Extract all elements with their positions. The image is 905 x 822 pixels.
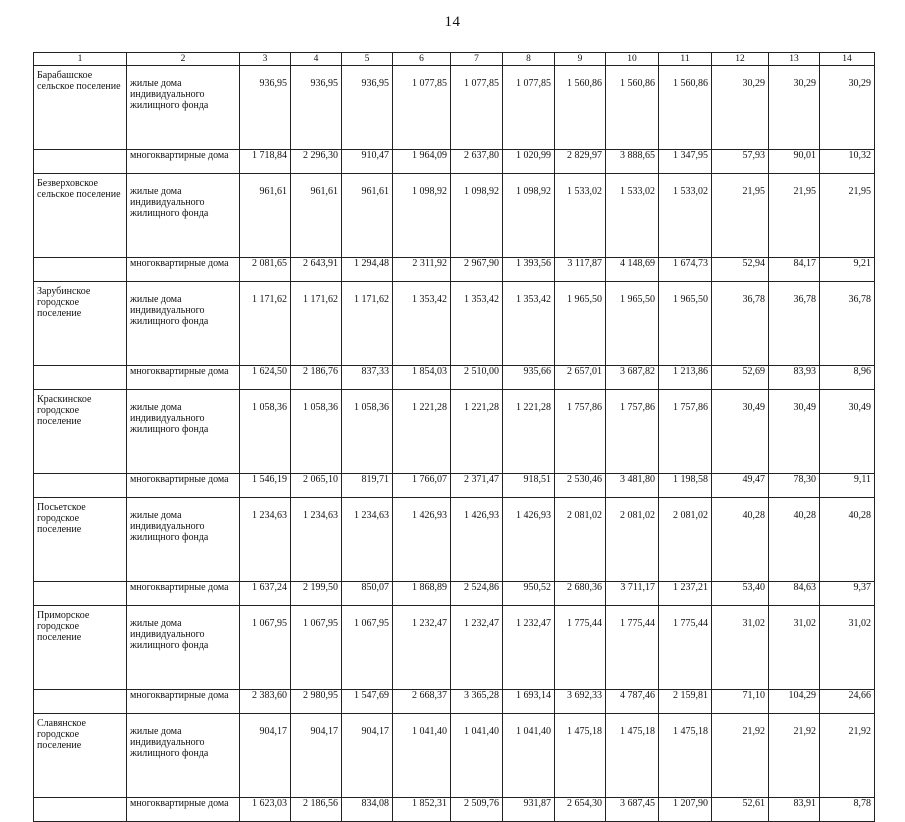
value-cell: 10,32 [820, 150, 875, 174]
value-cell: 9,21 [820, 258, 875, 282]
row-apartment-buildings [34, 690, 875, 714]
value-cell: 1 171,62 [342, 282, 393, 366]
housing-type: многоквартирные дома [127, 582, 240, 606]
value-cell: 1 058,36 [240, 390, 291, 474]
value-cell: 78,30 [769, 474, 820, 498]
settlement-name: Посьетское городское поселение [34, 498, 127, 582]
value-cell: 1 234,63 [240, 498, 291, 582]
value-cell: 4 787,46 [606, 690, 659, 714]
column-number-cell: 11 [659, 53, 712, 66]
row-apartment-buildings [34, 258, 875, 282]
value-cell: 1 234,63 [291, 498, 342, 582]
value-cell: 1 058,36 [291, 390, 342, 474]
value-cell: 104,29 [769, 690, 820, 714]
value-cell: 1 067,95 [342, 606, 393, 690]
value-cell: 1 098,92 [451, 174, 503, 258]
row-apartment-buildings [34, 798, 875, 822]
column-number-cell: 1 [34, 53, 127, 66]
value-cell: 40,28 [769, 498, 820, 582]
value-cell: 961,61 [291, 174, 342, 258]
value-cell: 1 426,93 [503, 498, 555, 582]
row-apartment-buildings [34, 366, 875, 390]
value-cell: 3 687,45 [606, 798, 659, 822]
housing-type: жилые дома индивидуального жилищного фонда [127, 66, 240, 150]
value-cell: 850,07 [342, 582, 393, 606]
value-cell: 2 510,00 [451, 366, 503, 390]
value-cell: 2 980,95 [291, 690, 342, 714]
value-cell: 8,78 [820, 798, 875, 822]
value-cell: 2 371,47 [451, 474, 503, 498]
value-cell: 3 888,65 [606, 150, 659, 174]
settlement-name-continuation [34, 258, 127, 282]
column-number-cell: 12 [712, 53, 769, 66]
value-cell: 2 509,76 [451, 798, 503, 822]
value-cell: 1 854,03 [393, 366, 451, 390]
value-cell: 1 067,95 [240, 606, 291, 690]
value-cell: 936,95 [240, 66, 291, 150]
value-cell: 1 757,86 [606, 390, 659, 474]
value-cell: 36,78 [820, 282, 875, 366]
value-cell: 1 353,42 [503, 282, 555, 366]
value-cell: 1 475,18 [606, 714, 659, 798]
value-cell: 1 067,95 [291, 606, 342, 690]
value-cell: 1 623,03 [240, 798, 291, 822]
column-number-cell: 7 [451, 53, 503, 66]
value-cell: 3 117,87 [555, 258, 606, 282]
value-cell: 57,93 [712, 150, 769, 174]
value-cell: 936,95 [342, 66, 393, 150]
value-cell: 1 232,47 [503, 606, 555, 690]
row-apartment-buildings [34, 150, 875, 174]
value-cell: 40,28 [712, 498, 769, 582]
value-cell: 904,17 [291, 714, 342, 798]
value-cell: 31,02 [769, 606, 820, 690]
value-cell: 9,37 [820, 582, 875, 606]
value-cell: 52,61 [712, 798, 769, 822]
value-cell: 1 171,62 [240, 282, 291, 366]
tariff-table [33, 52, 875, 822]
value-cell: 1 077,85 [393, 66, 451, 150]
value-cell: 1 475,18 [555, 714, 606, 798]
housing-type: многоквартирные дома [127, 474, 240, 498]
value-cell: 1 041,40 [451, 714, 503, 798]
row-individual-housing [34, 498, 875, 582]
value-cell: 931,87 [503, 798, 555, 822]
value-cell: 2 159,81 [659, 690, 712, 714]
value-cell: 21,92 [769, 714, 820, 798]
column-number-cell: 5 [342, 53, 393, 66]
row-individual-housing [34, 282, 875, 366]
value-cell: 918,51 [503, 474, 555, 498]
value-cell: 21,95 [712, 174, 769, 258]
value-cell: 2 199,50 [291, 582, 342, 606]
settlement-name: Зарубинское городское поселение [34, 282, 127, 366]
value-cell: 3 687,82 [606, 366, 659, 390]
value-cell: 1 393,56 [503, 258, 555, 282]
value-cell: 2 186,76 [291, 366, 342, 390]
settlement-name: Приморское городское поселение [34, 606, 127, 690]
settlement-name-continuation [34, 366, 127, 390]
value-cell: 1 221,28 [451, 390, 503, 474]
value-cell: 4 148,69 [606, 258, 659, 282]
settlement-name-continuation [34, 798, 127, 822]
column-number-cell: 8 [503, 53, 555, 66]
value-cell: 1 237,21 [659, 582, 712, 606]
value-cell: 1 077,85 [451, 66, 503, 150]
value-cell: 1 546,19 [240, 474, 291, 498]
value-cell: 2 524,86 [451, 582, 503, 606]
settlement-name-continuation [34, 150, 127, 174]
value-cell: 1 098,92 [393, 174, 451, 258]
column-number-cell: 9 [555, 53, 606, 66]
page-number: 14 [444, 14, 461, 30]
value-cell: 30,29 [769, 66, 820, 150]
value-cell: 819,71 [342, 474, 393, 498]
value-cell: 1 965,50 [606, 282, 659, 366]
value-cell: 1 547,69 [342, 690, 393, 714]
value-cell: 1 674,73 [659, 258, 712, 282]
value-cell: 8,96 [820, 366, 875, 390]
value-cell: 1 020,99 [503, 150, 555, 174]
column-number-cell: 13 [769, 53, 820, 66]
value-cell: 1 213,86 [659, 366, 712, 390]
value-cell: 1 964,09 [393, 150, 451, 174]
value-cell: 21,95 [820, 174, 875, 258]
value-cell: 30,29 [820, 66, 875, 150]
row-apartment-buildings [34, 474, 875, 498]
housing-type: жилые дома индивидуального жилищного фонда [127, 174, 240, 258]
value-cell: 36,78 [712, 282, 769, 366]
value-cell: 3 711,17 [606, 582, 659, 606]
value-cell: 1 766,07 [393, 474, 451, 498]
column-number-row [34, 53, 875, 66]
column-number-cell: 6 [393, 53, 451, 66]
value-cell: 1 171,62 [291, 282, 342, 366]
value-cell: 1 058,36 [342, 390, 393, 474]
value-cell: 2 081,02 [659, 498, 712, 582]
value-cell: 2 657,01 [555, 366, 606, 390]
value-cell: 2 186,56 [291, 798, 342, 822]
value-cell: 1 077,85 [503, 66, 555, 150]
value-cell: 935,66 [503, 366, 555, 390]
column-number-cell: 14 [820, 53, 875, 66]
value-cell: 2 383,60 [240, 690, 291, 714]
value-cell: 1 207,90 [659, 798, 712, 822]
value-cell: 83,91 [769, 798, 820, 822]
value-cell: 2 829,97 [555, 150, 606, 174]
housing-type: жилые дома индивидуального жилищного фонда [127, 714, 240, 798]
value-cell: 1 426,93 [393, 498, 451, 582]
value-cell: 1 353,42 [451, 282, 503, 366]
value-cell: 2 081,02 [606, 498, 659, 582]
value-cell: 52,94 [712, 258, 769, 282]
housing-type: многоквартирные дома [127, 366, 240, 390]
housing-type: жилые дома индивидуального жилищного фонда [127, 606, 240, 690]
value-cell: 1 637,24 [240, 582, 291, 606]
value-cell: 1 624,50 [240, 366, 291, 390]
value-cell: 2 081,02 [555, 498, 606, 582]
row-individual-housing [34, 606, 875, 690]
row-apartment-buildings [34, 582, 875, 606]
value-cell: 1 965,50 [555, 282, 606, 366]
value-cell: 1 868,89 [393, 582, 451, 606]
value-cell: 84,17 [769, 258, 820, 282]
value-cell: 1 560,86 [555, 66, 606, 150]
value-cell: 904,17 [342, 714, 393, 798]
value-cell: 30,49 [820, 390, 875, 474]
settlement-name-continuation [34, 582, 127, 606]
column-number-cell: 10 [606, 53, 659, 66]
value-cell: 837,33 [342, 366, 393, 390]
value-cell: 1 533,02 [555, 174, 606, 258]
value-cell: 1 560,86 [606, 66, 659, 150]
value-cell: 2 081,65 [240, 258, 291, 282]
value-cell: 1 693,14 [503, 690, 555, 714]
value-cell: 2 680,36 [555, 582, 606, 606]
value-cell: 961,61 [240, 174, 291, 258]
value-cell: 9,11 [820, 474, 875, 498]
value-cell: 2 296,30 [291, 150, 342, 174]
value-cell: 21,95 [769, 174, 820, 258]
settlement-name-continuation [34, 690, 127, 714]
value-cell: 904,17 [240, 714, 291, 798]
value-cell: 3 692,33 [555, 690, 606, 714]
value-cell: 1 560,86 [659, 66, 712, 150]
value-cell: 1 234,63 [342, 498, 393, 582]
value-cell: 1 775,44 [606, 606, 659, 690]
value-cell: 1 232,47 [393, 606, 451, 690]
value-cell: 30,49 [769, 390, 820, 474]
value-cell: 21,92 [820, 714, 875, 798]
value-cell: 1 757,86 [555, 390, 606, 474]
value-cell: 1 221,28 [393, 390, 451, 474]
value-cell: 30,29 [712, 66, 769, 150]
value-cell: 3 481,80 [606, 474, 659, 498]
settlement-name: Барабашское сельское поселение [34, 66, 127, 150]
value-cell: 1 294,48 [342, 258, 393, 282]
column-number-cell: 4 [291, 53, 342, 66]
value-cell: 84,63 [769, 582, 820, 606]
value-cell: 834,08 [342, 798, 393, 822]
value-cell: 36,78 [769, 282, 820, 366]
value-cell: 1 347,95 [659, 150, 712, 174]
value-cell: 1 475,18 [659, 714, 712, 798]
value-cell: 1 232,47 [451, 606, 503, 690]
value-cell: 2 967,90 [451, 258, 503, 282]
settlement-name-continuation [34, 474, 127, 498]
value-cell: 49,47 [712, 474, 769, 498]
housing-type: многоквартирные дома [127, 798, 240, 822]
settlement-name: Краскинское городское поселение [34, 390, 127, 474]
value-cell: 31,02 [712, 606, 769, 690]
value-cell: 24,66 [820, 690, 875, 714]
value-cell: 52,69 [712, 366, 769, 390]
housing-type: многоквартирные дома [127, 690, 240, 714]
row-individual-housing [34, 714, 875, 798]
value-cell: 1 426,93 [451, 498, 503, 582]
value-cell: 2 637,80 [451, 150, 503, 174]
value-cell: 83,93 [769, 366, 820, 390]
settlement-name: Славянское городское поселение [34, 714, 127, 798]
value-cell: 3 365,28 [451, 690, 503, 714]
value-cell: 936,95 [291, 66, 342, 150]
value-cell: 1 098,92 [503, 174, 555, 258]
value-cell: 40,28 [820, 498, 875, 582]
value-cell: 2 530,46 [555, 474, 606, 498]
column-number-cell: 3 [240, 53, 291, 66]
value-cell: 2 311,92 [393, 258, 451, 282]
housing-type: жилые дома индивидуального жилищного фонда [127, 390, 240, 474]
housing-type: многоквартирные дома [127, 150, 240, 174]
column-number-cell: 2 [127, 53, 240, 66]
value-cell: 1 221,28 [503, 390, 555, 474]
value-cell: 2 065,10 [291, 474, 342, 498]
housing-type: жилые дома индивидуального жилищного фонда [127, 498, 240, 582]
value-cell: 21,92 [712, 714, 769, 798]
value-cell: 1 353,42 [393, 282, 451, 366]
row-individual-housing [34, 174, 875, 258]
value-cell: 1 533,02 [606, 174, 659, 258]
value-cell: 1 775,44 [659, 606, 712, 690]
value-cell: 1 041,40 [503, 714, 555, 798]
value-cell: 1 757,86 [659, 390, 712, 474]
row-individual-housing [34, 66, 875, 150]
table-body [34, 53, 875, 822]
value-cell: 1 718,84 [240, 150, 291, 174]
value-cell: 910,47 [342, 150, 393, 174]
housing-type: многоквартирные дома [127, 258, 240, 282]
value-cell: 1 533,02 [659, 174, 712, 258]
value-cell: 1 041,40 [393, 714, 451, 798]
housing-type: жилые дома индивидуального жилищного фонда [127, 282, 240, 366]
value-cell: 2 654,30 [555, 798, 606, 822]
value-cell: 1 198,58 [659, 474, 712, 498]
value-cell: 71,10 [712, 690, 769, 714]
value-cell: 1 965,50 [659, 282, 712, 366]
value-cell: 90,01 [769, 150, 820, 174]
value-cell: 2 668,37 [393, 690, 451, 714]
value-cell: 961,61 [342, 174, 393, 258]
value-cell: 30,49 [712, 390, 769, 474]
value-cell: 1 775,44 [555, 606, 606, 690]
settlement-name: Безверховское сельское поселение [34, 174, 127, 258]
value-cell: 2 643,91 [291, 258, 342, 282]
row-individual-housing [34, 390, 875, 474]
value-cell: 53,40 [712, 582, 769, 606]
value-cell: 31,02 [820, 606, 875, 690]
value-cell: 950,52 [503, 582, 555, 606]
value-cell: 1 852,31 [393, 798, 451, 822]
